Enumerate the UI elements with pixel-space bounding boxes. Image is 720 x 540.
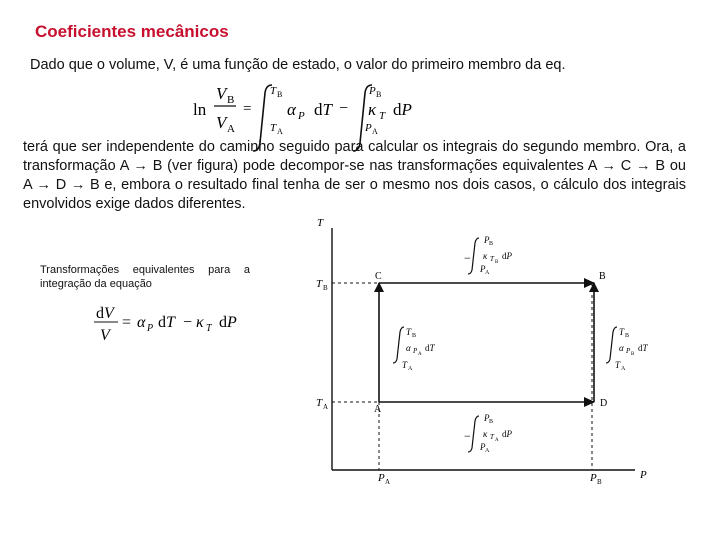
svg-text:V: V: [216, 113, 227, 132]
svg-text:A: A: [385, 478, 391, 486]
svg-text:T: T: [406, 327, 412, 337]
svg-text:P: P: [484, 413, 490, 423]
ta-label: T: [316, 397, 323, 409]
svg-text:T: T: [270, 85, 277, 97]
ln-symbol: ln: [193, 100, 207, 119]
integral-right: [606, 327, 649, 372]
svg-text:dP: dP: [502, 429, 512, 439]
intro-text: Dado que o volume, V, é uma função de estado, o valor do primeiro membro da eq.: [30, 57, 566, 73]
svg-text:T: T: [490, 433, 494, 441]
svg-text:P: P: [365, 122, 372, 134]
svg-text:A: A: [323, 403, 329, 411]
svg-text:−: −: [183, 314, 193, 331]
svg-text:A: A: [485, 270, 490, 276]
point-b: B: [599, 271, 606, 282]
svg-text:−: −: [339, 100, 349, 117]
svg-text:B: B: [277, 90, 283, 99]
side-equation: [94, 305, 237, 344]
integral-left: [393, 327, 436, 372]
svg-text:dT: dT: [425, 343, 435, 353]
svg-text:T: T: [379, 110, 386, 122]
svg-text:=: =: [243, 101, 252, 117]
integral-top: [464, 235, 513, 276]
svg-text:B: B: [227, 94, 235, 106]
svg-text:P: P: [480, 442, 486, 452]
integral-bottom: [464, 413, 513, 454]
p-axis-label: P: [640, 469, 647, 481]
svg-text:A: A: [485, 448, 490, 454]
svg-text:B: B: [323, 284, 328, 292]
svg-text:B: B: [489, 419, 494, 425]
svg-text:dP: dP: [502, 251, 512, 261]
slide-title: Coeficientes mecânicos: [35, 22, 229, 41]
svg-text:dT: dT: [638, 343, 648, 353]
svg-text:T: T: [270, 122, 277, 134]
svg-text:−: −: [464, 251, 471, 265]
svg-text:−: −: [464, 429, 471, 443]
svg-text:A: A: [408, 366, 413, 372]
svg-text:α: α: [619, 343, 624, 353]
point-a: A: [374, 404, 382, 415]
svg-text:P: P: [480, 264, 486, 274]
svg-text:A: A: [277, 127, 283, 136]
svg-text:dT: dT: [158, 314, 175, 331]
body-paragraph: terá que ser independente do caminho seguido para calcular os integrais do segundo membro. Ora, a transformação A → B (ver figura) pode decompor-se nas transformações equivalentes A → C → B ou A → D → B e, embora o resultado final tenha de ser o mesmo nos dois casos, o cálculo dos integrais envolvidos exige dados diferentes.: [23, 139, 686, 212]
point-d: D: [600, 398, 608, 409]
svg-text:A: A: [418, 352, 422, 357]
t-axis-label: T: [317, 217, 324, 229]
svg-text:P: P: [147, 323, 154, 334]
svg-text:κ: κ: [196, 314, 204, 331]
svg-text:dT: dT: [314, 100, 332, 119]
svg-text:P: P: [484, 235, 490, 245]
svg-text:T: T: [206, 323, 212, 334]
svg-text:dV: dV: [96, 305, 114, 322]
svg-text:α: α: [287, 100, 296, 119]
svg-text:B: B: [412, 333, 417, 339]
svg-text:=: =: [122, 314, 132, 331]
svg-text:P: P: [626, 347, 631, 355]
svg-text:P: P: [298, 110, 305, 122]
svg-text:dP: dP: [219, 314, 237, 331]
svg-text:B: B: [489, 241, 494, 247]
svg-text:α: α: [406, 343, 411, 353]
svg-text:V: V: [216, 84, 227, 103]
side-caption: Transformações equivalentes para a integração da equação: [40, 264, 250, 290]
svg-text:P: P: [369, 85, 376, 97]
pb-label: P: [590, 472, 597, 484]
svg-text:A: A: [495, 438, 499, 443]
svg-text:κ: κ: [483, 429, 488, 439]
svg-text:κ: κ: [483, 251, 488, 261]
svg-text:A: A: [372, 127, 378, 136]
pa-label: P: [378, 472, 385, 484]
svg-text:A: A: [227, 123, 235, 135]
svg-text:B: B: [495, 260, 499, 265]
svg-text:V: V: [100, 327, 110, 344]
svg-text:A: A: [621, 366, 626, 372]
svg-text:T: T: [615, 360, 621, 370]
svg-text:B: B: [376, 90, 382, 99]
svg-text:T: T: [619, 327, 625, 337]
svg-text:α: α: [137, 314, 146, 331]
tb-label: T: [316, 278, 323, 290]
svg-text:T: T: [402, 360, 408, 370]
svg-text:B: B: [625, 333, 630, 339]
svg-text:P: P: [413, 347, 418, 355]
svg-text:κ: κ: [368, 100, 377, 119]
svg-text:T: T: [490, 255, 494, 263]
svg-text:B: B: [631, 352, 635, 357]
point-c: C: [375, 271, 382, 282]
svg-text:dP: dP: [393, 100, 412, 119]
svg-text:B: B: [597, 478, 602, 486]
